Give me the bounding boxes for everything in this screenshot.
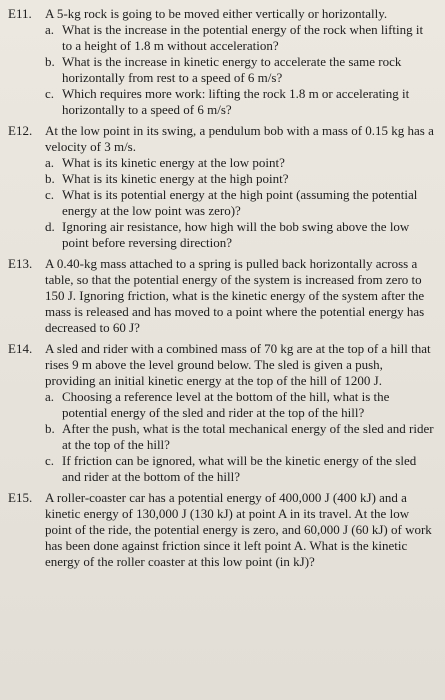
subpart-text: Ignoring air resistance, how high will the bob swing above the low point before reversing direction?	[62, 219, 410, 250]
subpart-label: b.	[45, 171, 55, 186]
problem-e11	[8, 6, 435, 118]
subpart	[45, 171, 435, 187]
subpart-label: c.	[45, 86, 55, 101]
subpart-label: a.	[45, 22, 55, 37]
problem-text: At the low point in its swing, a pendulum bob with a mass of 0.15 kg has a velocity of 3 m/s.	[45, 123, 434, 154]
subpart	[45, 86, 435, 118]
problem-text: A 0.40-kg mass attached to a spring is pulled back horizontally across a table, so that the potential energy of the system is increased from zero to 150 J. Ignoring friction, what is the kinetic energy of the system after the mass is released and has moved to a point where the potential energy has decreased to 60 J?	[45, 256, 425, 335]
problem-e13	[8, 256, 435, 336]
subpart-label: b.	[45, 54, 55, 69]
problem-number: E14.	[8, 341, 33, 356]
subpart-label: a.	[45, 155, 55, 170]
subpart-label: d.	[45, 219, 55, 234]
problem-e15	[8, 490, 435, 570]
subpart-label: c.	[45, 187, 55, 202]
problem-number: E15.	[8, 490, 33, 505]
subpart-label: b.	[45, 421, 55, 436]
subpart-text: After the push, what is the total mechanical energy of the sled and rider at the top of the hill?	[62, 421, 434, 452]
problem-text: A roller-coaster car has a potential energy of 400,000 J (400 kJ) and a kinetic energy of 130,000 J (130 kJ) at point A in its travel. At the low point of the ride, the potential energy is zero, and 60,000 J (60 kJ) of work has been done against friction since it left point A. What is the kinetic energy of the roller coaster at this low point (in kJ)?	[45, 490, 432, 569]
subpart	[45, 54, 435, 86]
subpart	[45, 421, 435, 453]
subpart	[45, 219, 435, 251]
subpart-text: Choosing a reference level at the bottom of the hill, what is the potential energy of the sled and rider at the top of the hill?	[62, 389, 390, 420]
subpart-text: What is its kinetic energy at the low point?	[62, 155, 285, 170]
subpart-text: Which requires more work: lifting the rock 1.8 m or accelerating it horizontally to a speed of 6 m/s?	[62, 86, 410, 117]
problem-text: A sled and rider with a combined mass of 70 kg are at the top of a hill that rises 9 m above the level ground below. The sled is given a push, providing an initial kinetic energy at the top of the hill of 1200 J.	[45, 341, 431, 388]
subpart	[45, 389, 435, 421]
subpart	[45, 22, 435, 54]
problem-text: A 5-kg rock is going to be moved either vertically or horizontally.	[45, 6, 388, 21]
subpart	[45, 187, 435, 219]
subpart	[45, 453, 435, 485]
subpart-text: What is its potential energy at the high point (assuming the potential energy at the low point was zero)?	[62, 187, 418, 218]
subpart-text: What is the increase in kinetic energy to accelerate the same rock horizontally from rest to a speed of 6 m/s?	[62, 54, 402, 85]
problem-number: E13.	[8, 256, 33, 271]
subpart-label: a.	[45, 389, 55, 404]
subpart-text: What is its kinetic energy at the high point?	[62, 171, 289, 186]
problem-e12	[8, 123, 435, 251]
problem-e14	[8, 341, 435, 485]
subpart-text: If friction can be ignored, what will be the kinetic energy of the sled and rider at the bottom of the hill?	[62, 453, 417, 484]
problem-number: E12.	[8, 123, 33, 138]
subpart-label: c.	[45, 453, 55, 468]
subpart	[45, 155, 435, 171]
subpart-text: What is the increase in the potential energy of the rock when lifting it to a height of 1.8 m without acceleration?	[62, 22, 424, 53]
problem-number: E11.	[8, 6, 32, 21]
